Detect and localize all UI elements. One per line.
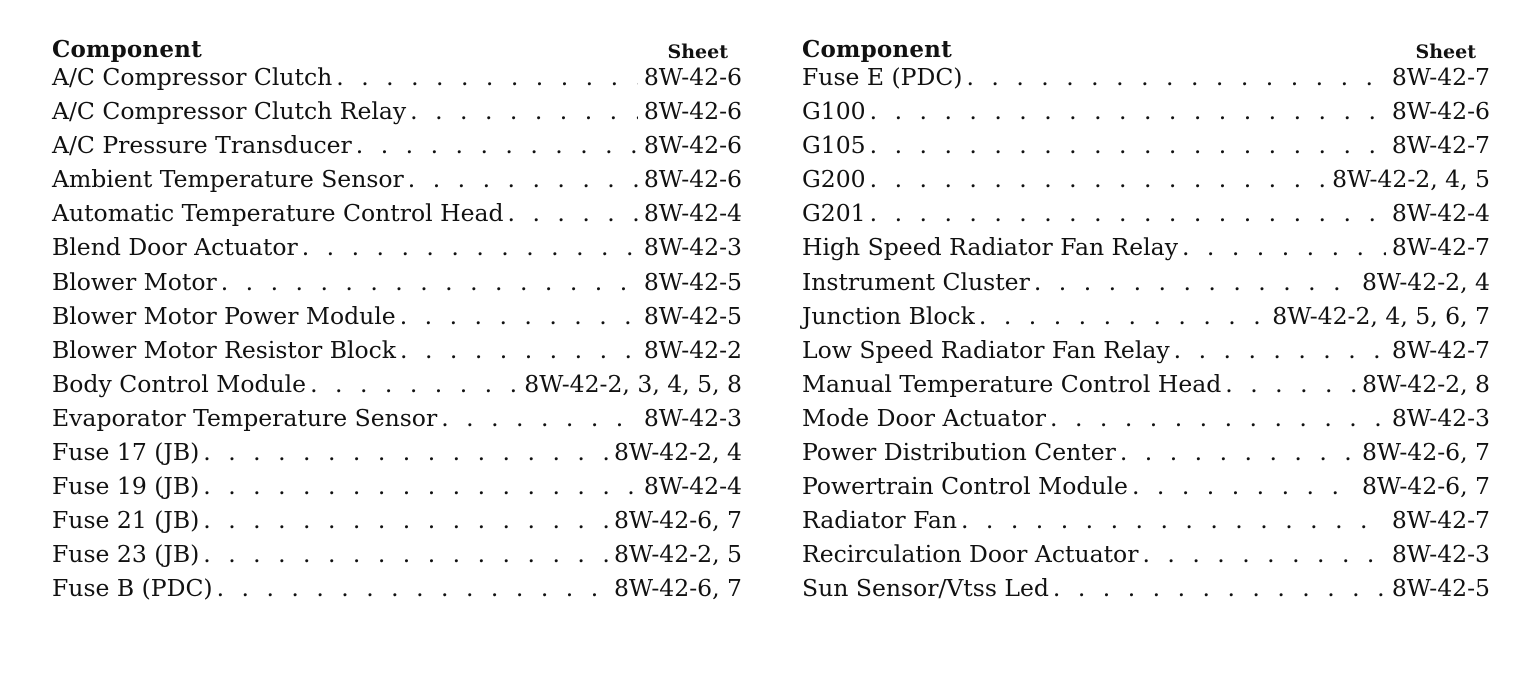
component-name: Body Control Module [52, 369, 307, 398]
component-name: Manual Temperature Control Head [802, 369, 1222, 398]
index-row [52, 336, 742, 370]
dot-leader [870, 165, 1326, 193]
dot-leader [221, 268, 638, 296]
component-name: Sun Sensor/Vtss Led [802, 574, 1049, 603]
sheet-reference: 8W-42-7 [1391, 63, 1490, 91]
sheet-reference: 8W-42-6 [643, 131, 742, 160]
sheet-reference: 8W-42-2, 4, 5 [1332, 165, 1490, 194]
dot-leader [203, 472, 638, 500]
index-row [802, 540, 1490, 574]
dot-leader [1120, 438, 1356, 466]
dot-leader [408, 165, 638, 193]
sheet-reference: 8W-42-6, 7 [1361, 472, 1490, 501]
component-name: Fuse B (PDC) [52, 574, 213, 603]
sheet-reference: 8W-42-3 [1391, 403, 1490, 432]
dot-leader [203, 506, 608, 534]
index-row [52, 233, 742, 267]
dot-leader [1053, 574, 1386, 602]
index-row [802, 438, 1490, 472]
sheet-reference: 8W-42-5 [643, 301, 742, 330]
index-row [802, 370, 1490, 404]
sheet-reference: 8W-42-2, 8 [1361, 369, 1490, 398]
right-column-header [802, 30, 1490, 63]
component-name: Power Distribution Center [802, 438, 1116, 467]
sheet-reference: 8W-42-4 [1391, 199, 1490, 228]
index-row [802, 404, 1490, 438]
sheet-reference: 8W-42-7 [1391, 506, 1490, 535]
dot-leader [441, 404, 638, 432]
sheet-reference: 8W-42-2, 4 [1361, 267, 1490, 296]
sheet-reference: 8W-42-5 [643, 267, 742, 296]
sheet-reference: 8W-42-7 [1391, 131, 1490, 160]
component-name: High Speed Radiator Fan Relay [802, 233, 1178, 262]
component-name: Blower Motor [52, 267, 217, 296]
dot-leader [1225, 370, 1356, 398]
component-name: Fuse 19 (JB) [52, 472, 200, 501]
dot-leader [1142, 540, 1385, 568]
component-heading: Component [52, 36, 202, 63]
sheet-reference: 8W-42-6, 7 [1361, 438, 1490, 467]
dot-leader [302, 233, 638, 261]
component-heading: Component [802, 36, 952, 63]
component-name: Ambient Temperature Sensor [52, 165, 404, 194]
left-column [52, 30, 742, 609]
component-name: G201 [802, 199, 866, 228]
component-name: Low Speed Radiator Fan Relay [802, 335, 1170, 364]
dot-leader [508, 199, 638, 227]
dot-leader [203, 540, 608, 568]
index-row [52, 131, 742, 165]
index-row [52, 63, 742, 97]
sheet-reference: 8W-42-3 [1391, 540, 1490, 569]
dot-leader [203, 438, 608, 466]
component-name: A/C Compressor Clutch Relay [52, 97, 407, 126]
index-row [52, 97, 742, 131]
index-row [802, 268, 1490, 302]
dot-leader [310, 370, 518, 398]
component-name: Fuse 21 (JB) [52, 506, 200, 535]
sheet-reference: 8W-42-3 [643, 233, 742, 262]
sheet-reference: 8W-42-3 [643, 403, 742, 432]
dot-leader [1174, 336, 1386, 364]
index-row [802, 574, 1490, 608]
sheet-reference: 8W-42-6 [643, 165, 742, 194]
component-name: Fuse E (PDC) [802, 63, 963, 91]
sheet-reference: 8W-42-2, 4, 5, 6, 7 [1272, 301, 1490, 330]
component-name: Junction Block [802, 301, 975, 330]
index-row [802, 131, 1490, 165]
component-name: Blower Motor Resistor Block [52, 335, 397, 364]
sheet-reference: 8W-42-2, 5 [613, 540, 742, 569]
index-row [52, 506, 742, 540]
index-row [52, 165, 742, 199]
component-name: Blend Door Actuator [52, 233, 298, 262]
sheet-heading: Sheet [1415, 41, 1476, 63]
sheet-reference: 8W-42-7 [1391, 233, 1490, 262]
sheet-reference: 8W-42-6 [643, 97, 742, 126]
sheet-reference: 8W-42-2, 3, 4, 5, 8 [524, 369, 742, 398]
component-name: Radiator Fan [802, 506, 957, 535]
index-row [52, 302, 742, 336]
index-row [802, 506, 1490, 540]
component-name: Fuse 23 (JB) [52, 540, 200, 569]
index-row [52, 370, 742, 404]
index-row [52, 540, 742, 574]
component-name: Powertrain Control Module [802, 472, 1128, 501]
index-row [802, 233, 1490, 267]
component-name: Fuse 17 (JB) [52, 438, 200, 467]
sheet-reference: 8W-42-6, 7 [613, 574, 742, 603]
component-name: Evaporator Temperature Sensor [52, 403, 438, 432]
index-row [802, 97, 1490, 131]
dot-leader [1050, 404, 1386, 432]
component-name: A/C Compressor Clutch [52, 63, 333, 91]
left-column-header [52, 30, 742, 63]
right-component-list [802, 63, 1490, 609]
dot-leader [870, 131, 1386, 159]
index-row [802, 472, 1490, 506]
sheet-reference: 8W-42-6 [1391, 97, 1490, 126]
sheet-reference: 8W-42-6 [643, 63, 742, 91]
index-row [802, 63, 1490, 97]
dot-leader [870, 97, 1386, 125]
component-name: G105 [802, 131, 866, 160]
sheet-reference: 8W-42-4 [643, 472, 742, 501]
sheet-reference: 8W-42-6, 7 [613, 506, 742, 535]
dot-leader [217, 574, 608, 602]
component-name: G200 [802, 165, 866, 194]
index-row [52, 199, 742, 233]
dot-leader [979, 302, 1266, 330]
index-row [52, 472, 742, 506]
sheet-reference: 8W-42-7 [1391, 335, 1490, 364]
sheet-reference: 8W-42-4 [643, 199, 742, 228]
index-row [52, 438, 742, 472]
index-row [802, 336, 1490, 370]
left-component-list [52, 63, 742, 609]
component-name: Blower Motor Power Module [52, 301, 396, 330]
dot-leader [336, 63, 638, 91]
dot-leader [1182, 233, 1386, 261]
component-name: Recirculation Door Actuator [802, 540, 1139, 569]
dot-leader [870, 199, 1386, 227]
right-column [802, 30, 1490, 609]
component-name: Instrument Cluster [802, 267, 1030, 296]
index-row [52, 574, 742, 608]
index-row [52, 268, 742, 302]
sheet-reference: 8W-42-5 [1391, 574, 1490, 603]
dot-leader [966, 63, 1385, 91]
sheet-reference: 8W-42-2, 4 [613, 438, 742, 467]
component-name: Mode Door Actuator [802, 403, 1047, 432]
dot-leader [410, 97, 638, 125]
index-row [52, 404, 742, 438]
dot-leader [1034, 268, 1356, 296]
sheet-heading: Sheet [667, 41, 728, 63]
index-row [802, 302, 1490, 336]
component-name: A/C Pressure Transducer [52, 131, 352, 160]
dot-leader [400, 302, 638, 330]
component-name: Automatic Temperature Control Head [52, 199, 504, 228]
sheet-reference: 8W-42-2 [643, 335, 742, 364]
index-row [802, 199, 1490, 233]
dot-leader [356, 131, 638, 159]
dot-leader [400, 336, 638, 364]
dot-leader [1132, 472, 1356, 500]
dot-leader [961, 506, 1386, 534]
index-row [802, 165, 1490, 199]
component-name: G100 [802, 97, 866, 126]
